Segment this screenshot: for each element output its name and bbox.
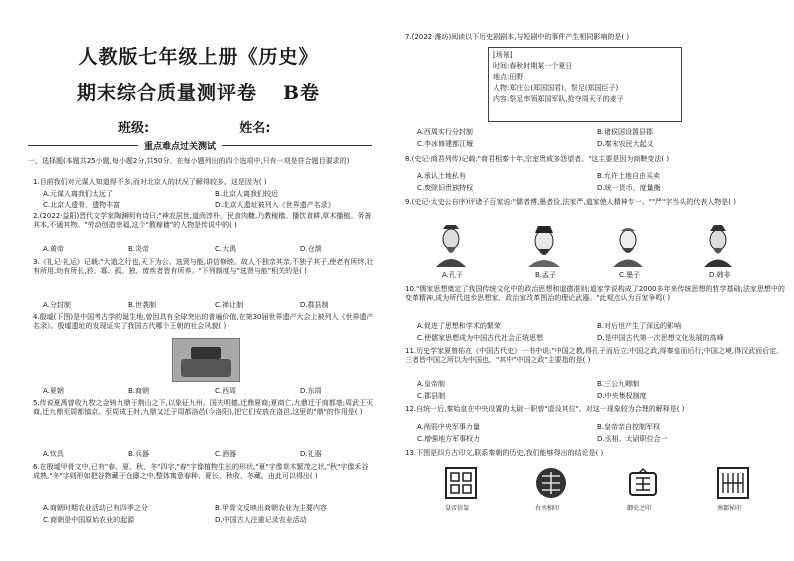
- name-label: 姓名:: [239, 121, 271, 136]
- question-8: 8.(史记·商君列传)记载:"商君相秦十年,宗室贵戚多怨望者。"这主要是因为商鞅变法( ): [405, 155, 670, 163]
- scene-line: 内容:祭足率领郑国军队,抢夺周天子的麦子: [493, 95, 624, 103]
- seal-caption-3: 御史之印: [627, 505, 652, 512]
- q6-option-b[interactable]: B.甲骨文反映出商朝农业为主要内容: [215, 504, 328, 512]
- q10-option-c[interactable]: C.使儒家思想成为中国古代社会正统思想: [417, 334, 544, 342]
- seal-youchengxiang-icon: [535, 467, 567, 499]
- q6-option-a[interactable]: A.商朝时期农业活动已有四季之分: [43, 504, 148, 512]
- question-12: 12.自统一后,秦始皇在中央设置的太尉一职曾"虚设其位"。对这一现象较为合理的解释是( ): [405, 405, 685, 413]
- q7-option-b[interactable]: B.诸侯国设置县郡: [597, 128, 654, 136]
- q12-option-c[interactable]: C.增强地方军事权力: [417, 435, 481, 443]
- scene-line: 时间:春秋时期某一个夏日: [493, 62, 573, 70]
- exam-subtitle: [0, 78, 397, 105]
- q10-option-b[interactable]: B.对后世产生了深远的影响: [597, 322, 682, 330]
- q7-option-a[interactable]: A.西周实行分封制: [417, 128, 473, 136]
- right-column: [397, 0, 794, 561]
- q6-option-c[interactable]: C.商朝是中国原始农业的起源: [43, 516, 135, 524]
- q8-option-a[interactable]: A.承认土地私有: [417, 172, 466, 180]
- seal-huangdi-icon: [445, 467, 477, 499]
- seal-caption-2: 右丞相印: [535, 505, 560, 512]
- q2-option-b[interactable]: B.炎帝: [128, 245, 150, 253]
- q3-option-a[interactable]: A.分封制: [43, 301, 71, 309]
- q7-option-d[interactable]: D.秦末农民大起义: [597, 140, 654, 148]
- q1-option-c[interactable]: C.北京人遗骨、遗物丰富: [43, 201, 121, 209]
- q3-option-d[interactable]: D.郡县制: [300, 301, 329, 309]
- q8-option-b[interactable]: B.允许土地自由买卖: [597, 172, 661, 180]
- q1-option-a[interactable]: A.元谋人离我们太远了: [43, 190, 113, 198]
- question-3: 3.《礼记·礼运》记载:"大道之行也,天下为公。选贤与能,讲信修睦。故人不独亲其亲,不独子其子,使老有所终,壮有所用,幼有所长,矜、寡、孤、独、废疾者皆有所养。"下列制度与"选贤与能"相关的是( ): [33, 258, 374, 275]
- q2-option-a[interactable]: A.黄帝: [43, 245, 64, 253]
- q11-option-c[interactable]: C.郡县制: [417, 392, 446, 400]
- portrait-label-d[interactable]: D.韩非: [709, 271, 731, 279]
- yinxu-inscription: [191, 347, 221, 359]
- seal-caption-4: 南郡侯印: [717, 505, 742, 512]
- q3-option-b[interactable]: B.世袭制: [128, 301, 157, 309]
- student-info-row: [118, 117, 270, 136]
- q12-option-d[interactable]: D.丞相、太尉职位合一: [597, 435, 668, 443]
- q1-option-d[interactable]: D.北京人遗址被列入《世界遗产名录》: [215, 201, 335, 209]
- hanfei-portrait: [699, 225, 737, 267]
- question-7: 7.(2022·潍坊)阅读以下历史剧剧本,与短剧中的事件产生相同影响的是( ): [405, 33, 630, 41]
- portrait-label-c[interactable]: C.墨子: [619, 271, 641, 279]
- question-4: 4.殷墟(下图)是中国考古学的诞生地,曾因具有全球突出的普遍价值,在第30届世界遗产大会上被列入《世界遗产名录》。殷墟遗址的发现证实了我国古代哪个王朝的社会风貌( ): [33, 313, 374, 330]
- section-title: 重点难点过关测试: [138, 139, 222, 152]
- portrait-label-a[interactable]: A.孔子: [442, 271, 463, 279]
- yinxu-photo: [172, 338, 240, 382]
- q10-option-a[interactable]: A.促进了思想和学术的繁荣: [417, 322, 501, 330]
- question-6: 6.在殷墟甲骨文中,已有"春、夏、秋、冬"四字,"春"字像植物生长的形状,"夏"字像草木繁茂之状,"秋"字像禾谷成熟,"冬"字则形如把谷物藏于仓廪之中,整体寓意春种、夏长、秋收、冬藏。由此可以得出( ): [33, 463, 369, 480]
- q8-option-d[interactable]: D.统一货币、度量衡: [597, 184, 661, 192]
- confucius-portrait: [432, 225, 470, 267]
- seal-yushi-icon: [627, 467, 659, 499]
- portrait-label-b[interactable]: B.孟子: [535, 271, 557, 279]
- q5-option-d[interactable]: D.礼器: [300, 450, 322, 458]
- q4-option-c[interactable]: C.西周: [215, 387, 237, 395]
- scene-line: [场景]: [493, 51, 513, 59]
- yinxu-base: [181, 359, 231, 377]
- q11-option-a[interactable]: A.皇帝制: [417, 380, 445, 388]
- question-13: 13.下图是四方古印文,联系秦朝的历史,我们能够得出的结论是( ): [405, 449, 604, 457]
- q10-option-d[interactable]: D.是中国古代第一次思想文化发展的高峰: [597, 334, 724, 342]
- exam-title: 人教版七年级上册《历史》: [78, 46, 319, 68]
- question-5: 5.传说夏禹曾收九牧之金铸九鼎于荆山之下,以象征九州。国夫明德,迁鼎夏商;夏商亡,九鼎迁于商都亳;周武王灭商,迁九鼎至周都镐京。至周成王时,九鼎又迁于周都洛邑(今洛阳),把它们安放在洛邑,这里的"鼎"的作用是( ): [33, 399, 374, 416]
- q6-option-d[interactable]: D.中国古人注重记录农业活动: [215, 516, 307, 524]
- scene-box: [488, 47, 682, 122]
- mozi-portrait: [609, 225, 647, 267]
- q2-option-d[interactable]: D.仓颉: [300, 245, 322, 253]
- q8-option-c[interactable]: C.废除旧贵族特权: [417, 184, 474, 192]
- seal-caption-1: 皇帝信玺: [445, 505, 470, 512]
- mencius-portrait: [525, 225, 563, 267]
- q1-option-b[interactable]: B.北京人离我们较近: [215, 190, 279, 198]
- q5-option-c[interactable]: C.酒器: [215, 450, 237, 458]
- q3-option-c[interactable]: C.禅让制: [215, 301, 244, 309]
- q7-option-c[interactable]: C.李冰修建都江堰: [417, 140, 474, 148]
- q5-option-a[interactable]: A.炊具: [43, 450, 64, 458]
- subtitle-text: 期末综合质量测评卷: [76, 82, 257, 104]
- scene-line: 地点:田野: [493, 73, 524, 81]
- instructions: 一、选择题(本题共25小题,每小题2分,共50分。在每小题列出的四个选项中,只有一项是符合题目要求的): [28, 157, 350, 165]
- scene-line: 人物:郑庄公(郑国国君)、祭足(郑国臣子): [493, 84, 619, 92]
- q11-option-b[interactable]: B.三公九卿制: [597, 380, 640, 388]
- class-label: 班级:: [118, 121, 150, 136]
- q11-option-d[interactable]: D.中央集权制度: [597, 392, 647, 400]
- section-header: [28, 139, 372, 151]
- q4-option-a[interactable]: A.夏朝: [43, 387, 64, 395]
- q4-option-b[interactable]: B.商朝: [128, 387, 150, 395]
- q2-option-c[interactable]: C.大禹: [215, 245, 237, 253]
- question-11: 11.历史学家夏曾佑在《中国古代史》一书中说:"中国之教,得孔子而后立;中国之政,得秦皇而后行;中国之境,得汉武而后定。三者皆中国之所以为中国也。"其中"中国之政"主要指的是( ): [405, 347, 784, 364]
- q12-option-b[interactable]: B.皇帝亲自控制军权: [597, 423, 661, 431]
- q5-option-b[interactable]: B.兵器: [128, 450, 150, 458]
- question-1: 1.目前我们对元谋人知道得不多,而对北京人的状况了解得较多。这是因为( ): [33, 178, 267, 186]
- seal-nanjun-icon: [717, 467, 749, 499]
- question-9: 9.(史记·太史公自序)评诸子百家说:"儒者博,墨者俭,法家严,道家使人精神专一。""严"字当头的代表人物是( ): [405, 198, 736, 206]
- paper-version: B卷: [282, 82, 321, 104]
- q4-option-d[interactable]: D.东周: [300, 387, 322, 395]
- question-2: 2.(2022·益阳)晋代文学家陶渊明有诗曰:"神农居世,道尚淳朴。民食肉糠,乃教稼穑。播饮食耕,草木播植。务善其本,不通其物。"劳动创造幸福,这个"教稼穑"的人物是传说中的( ): [33, 212, 372, 229]
- question-10: 10."儒家思想奠定了我国传统文化中的政治思想和道德准则;道家学说构成了2000多年来传统思想的哲学基础;法家思想中的变革精神,成为所代进步思想家、政治家改革图治的理论武器。"此观点认为百家争鸣( ): [405, 285, 785, 302]
- q12-option-a[interactable]: A.削弱中央军事力量: [417, 423, 480, 431]
